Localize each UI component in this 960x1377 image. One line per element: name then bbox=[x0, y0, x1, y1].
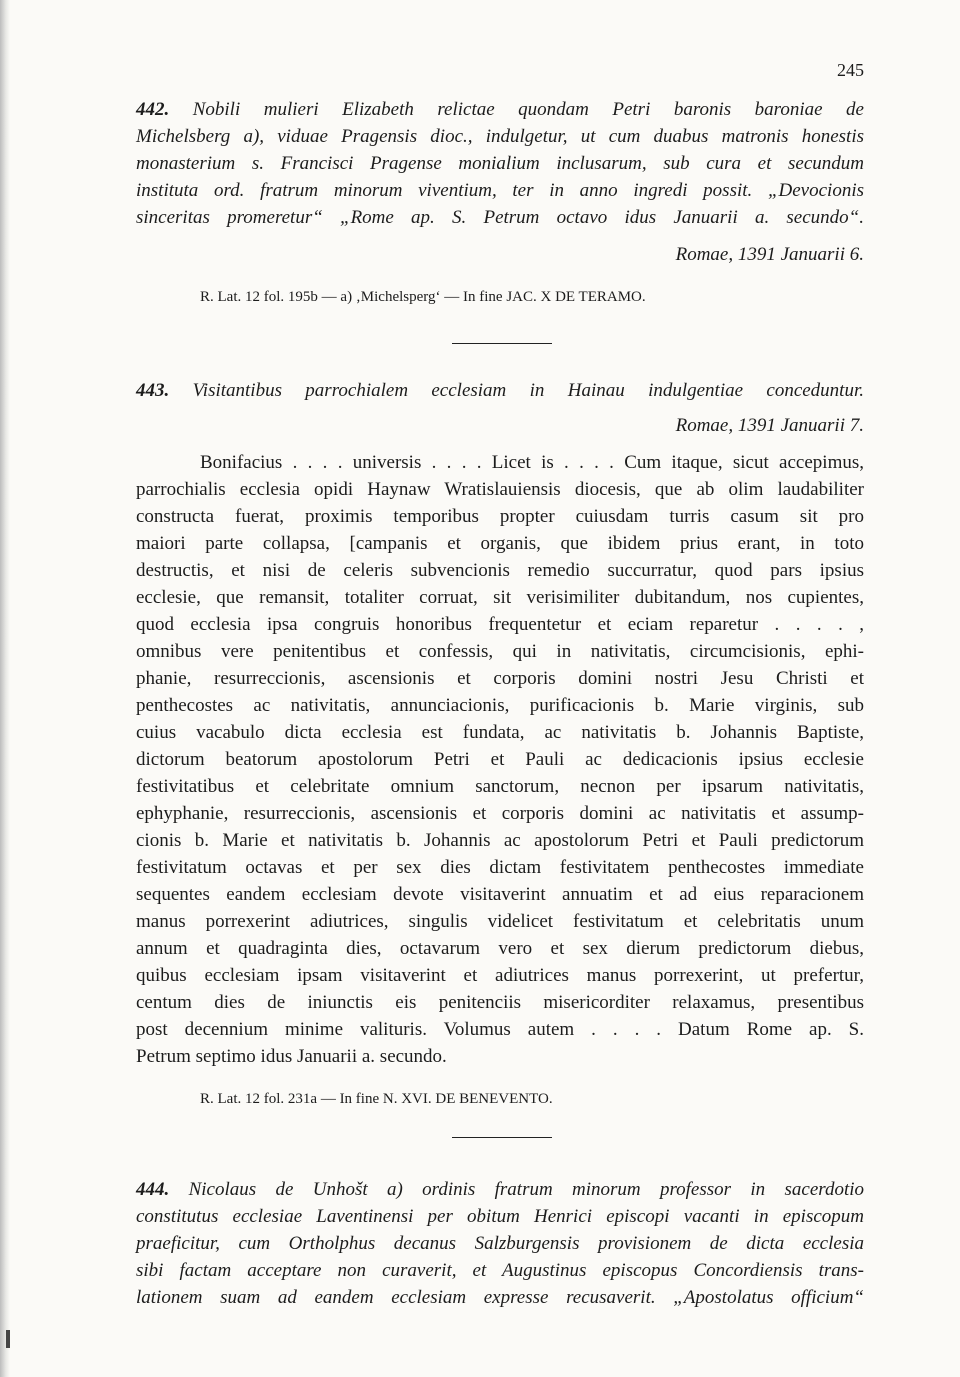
entry-443-body-line: omnibus vere penitentibus et confessis, qui in nativitatis, circumcisionis, ephi- bbox=[136, 641, 864, 662]
page-number: 245 bbox=[837, 60, 864, 80]
entry-443-body-line: ecclesie, que remansit, totaliter corruat, sit verisimiliter dubitandum, nos cupientes, bbox=[136, 587, 864, 608]
entry-442-summary-line: 442. Nobili mulieri Elizabeth relictae quondam Petri baronis baroniae de bbox=[136, 99, 864, 120]
entry-442-summary-line: instituta ord. fratrum minorum viventium, ter in anno ingredi possit. „Devocionis bbox=[136, 180, 864, 201]
entry-443-body-line: Petrum septimo idus Januarii a. secundo. bbox=[136, 1046, 447, 1067]
entry-443-body-line: Bonifacius . . . . universis . . . . Licet is . . . . Cum itaque, sicut accepimus, bbox=[200, 452, 864, 473]
entry-442-date: Romae, 1391 Januarii 6. bbox=[675, 244, 864, 265]
entry-443-body-line: maiori parte collapsa, [campanis et organis, que ibidem prius erant, in toto bbox=[136, 533, 864, 554]
entry-443-body-line: festivitatum octavas et per sex dies dictam festivitatem penthecostes immediate bbox=[136, 857, 864, 878]
section-divider bbox=[452, 343, 552, 344]
entry-443-body-line: penthecostes ac nativitatis, annunciacionis, purificacionis b. Marie virginis, sub bbox=[136, 695, 864, 716]
entry-443-summary-line: 443. Visitantibus parrochialem ecclesiam in Hainau indulgentiae conceduntur. bbox=[136, 380, 865, 401]
entry-442-summary-line: sinceritas promeretur“ „Rome ap. S. Petrum octavo idus Januarii a. secundo“. bbox=[136, 207, 864, 228]
entry-443-body-line: destructis, et nisi de celeris subvencionis remedio succurratur, quod pars ipsius bbox=[136, 560, 864, 581]
section-divider bbox=[452, 1137, 552, 1138]
entry-443-body-line: festivitatibus et celebritate omnium sanctorum, necnon per ipsarum nativitatis, bbox=[136, 776, 864, 797]
entry-443-body-line: centum dies de iniunctis eis penitenciis misericorditer relaxamus, presentibus bbox=[136, 992, 864, 1013]
entry-443-body-line: quod ecclesia ipsa congruis honoribus frequentetur et eciam reparetur . . . . , bbox=[136, 614, 864, 635]
page-edge-shadow bbox=[0, 0, 10, 1377]
entry-442-reference: R. Lat. 12 fol. 195b — a) ‚Michelsperg‘ — In fine JAC. X DE TERAMO. bbox=[200, 289, 646, 305]
entry-444-summary-line: constitutus ecclesiae Laventinensi per obitum Henrici episcopi vacanti in episcopum bbox=[136, 1206, 864, 1227]
entry-442-summary-line: monasterium s. Francisci Pragense monialium inclusarum, sub cura et secundum bbox=[136, 153, 864, 174]
entry-443-body-line: post decennium minime valituris. Volumus autem . . . . Datum Rome ap. S. bbox=[136, 1019, 864, 1040]
entry-443-body-line: sequentes eandem ecclesiam devote visitaverint annuatim et ad eius reparacionem bbox=[136, 884, 864, 905]
entry-443-body-line: constructa fuerat, proximis temporibus propter cuiusdam turris casum sit pro bbox=[136, 506, 864, 527]
entry-444-summary-line: 444. Nicolaus de Unhošt a) ordinis fratrum minorum professor in sacerdotio bbox=[136, 1179, 865, 1200]
entry-443-body-line: ephyphanie, resurreccionis, ascensionis et corporis domini ac nativitatis et assump- bbox=[136, 803, 864, 824]
entry-number: 442. bbox=[136, 99, 170, 120]
entry-443-body-line: parrochialis ecclesia opidi Haynaw Wratislauiensis diocesis, que ab olim laudabiliter bbox=[136, 479, 864, 500]
entry-number: 444. bbox=[136, 1179, 170, 1200]
entry-443-body-line: dictorum beatorum apostolorum Petri et Pauli ac dedicacionis ipsius ecclesie bbox=[136, 749, 864, 770]
entry-444-summary-line: sibi factam acceptare non curaverit, et Augustinus episcopus Concordiensis trans- bbox=[136, 1260, 864, 1281]
entry-443-body-line: cuius vacabulo dicta ecclesia est fundata, ac nativitatis b. Johannis Baptiste, bbox=[136, 722, 864, 743]
page-edge-mark bbox=[6, 1330, 10, 1348]
entry-443-body-line: annum et quadraginta dies, octavarum vero et sex dierum predictorum diebus, bbox=[136, 938, 864, 959]
entry-442-summary-line: Michelsberg a), viduae Pragensis dioc., indulgetur, ut cum duabus matronis honestis bbox=[136, 126, 864, 147]
entry-444-summary-line: lationem suam ad eandem ecclesiam expresse recusaverit. „Apostolatus officium“ bbox=[136, 1287, 864, 1308]
entry-443-body-line: quibus ecclesiam ipsam visitaverint et adiutrices manus porrexerint, ut prefertur, bbox=[136, 965, 864, 986]
entry-443-reference: R. Lat. 12 fol. 231a — In fine N. XVI. DE BENEVENTO. bbox=[200, 1091, 553, 1107]
entry-443-date: Romae, 1391 Januarii 7. bbox=[675, 415, 864, 436]
entry-443-body-line: cionis b. Marie et nativitatis b. Johannis ac apostolorum Petri et Pauli predictorum bbox=[136, 830, 864, 851]
entry-443-body-line: manus porrexerint adiutrices, singulis videlicet festivitatum et celebritatis unum bbox=[136, 911, 864, 932]
entry-444-summary-line: praeficitur, cum Ortholphus decanus Salzburgensis provisionem de dicta ecclesia bbox=[136, 1233, 864, 1254]
entry-number: 443. bbox=[136, 380, 170, 401]
entry-443-body-line: phanie, resurreccionis, ascensionis et corporis domini nostri Jesu Christi et bbox=[136, 668, 864, 689]
